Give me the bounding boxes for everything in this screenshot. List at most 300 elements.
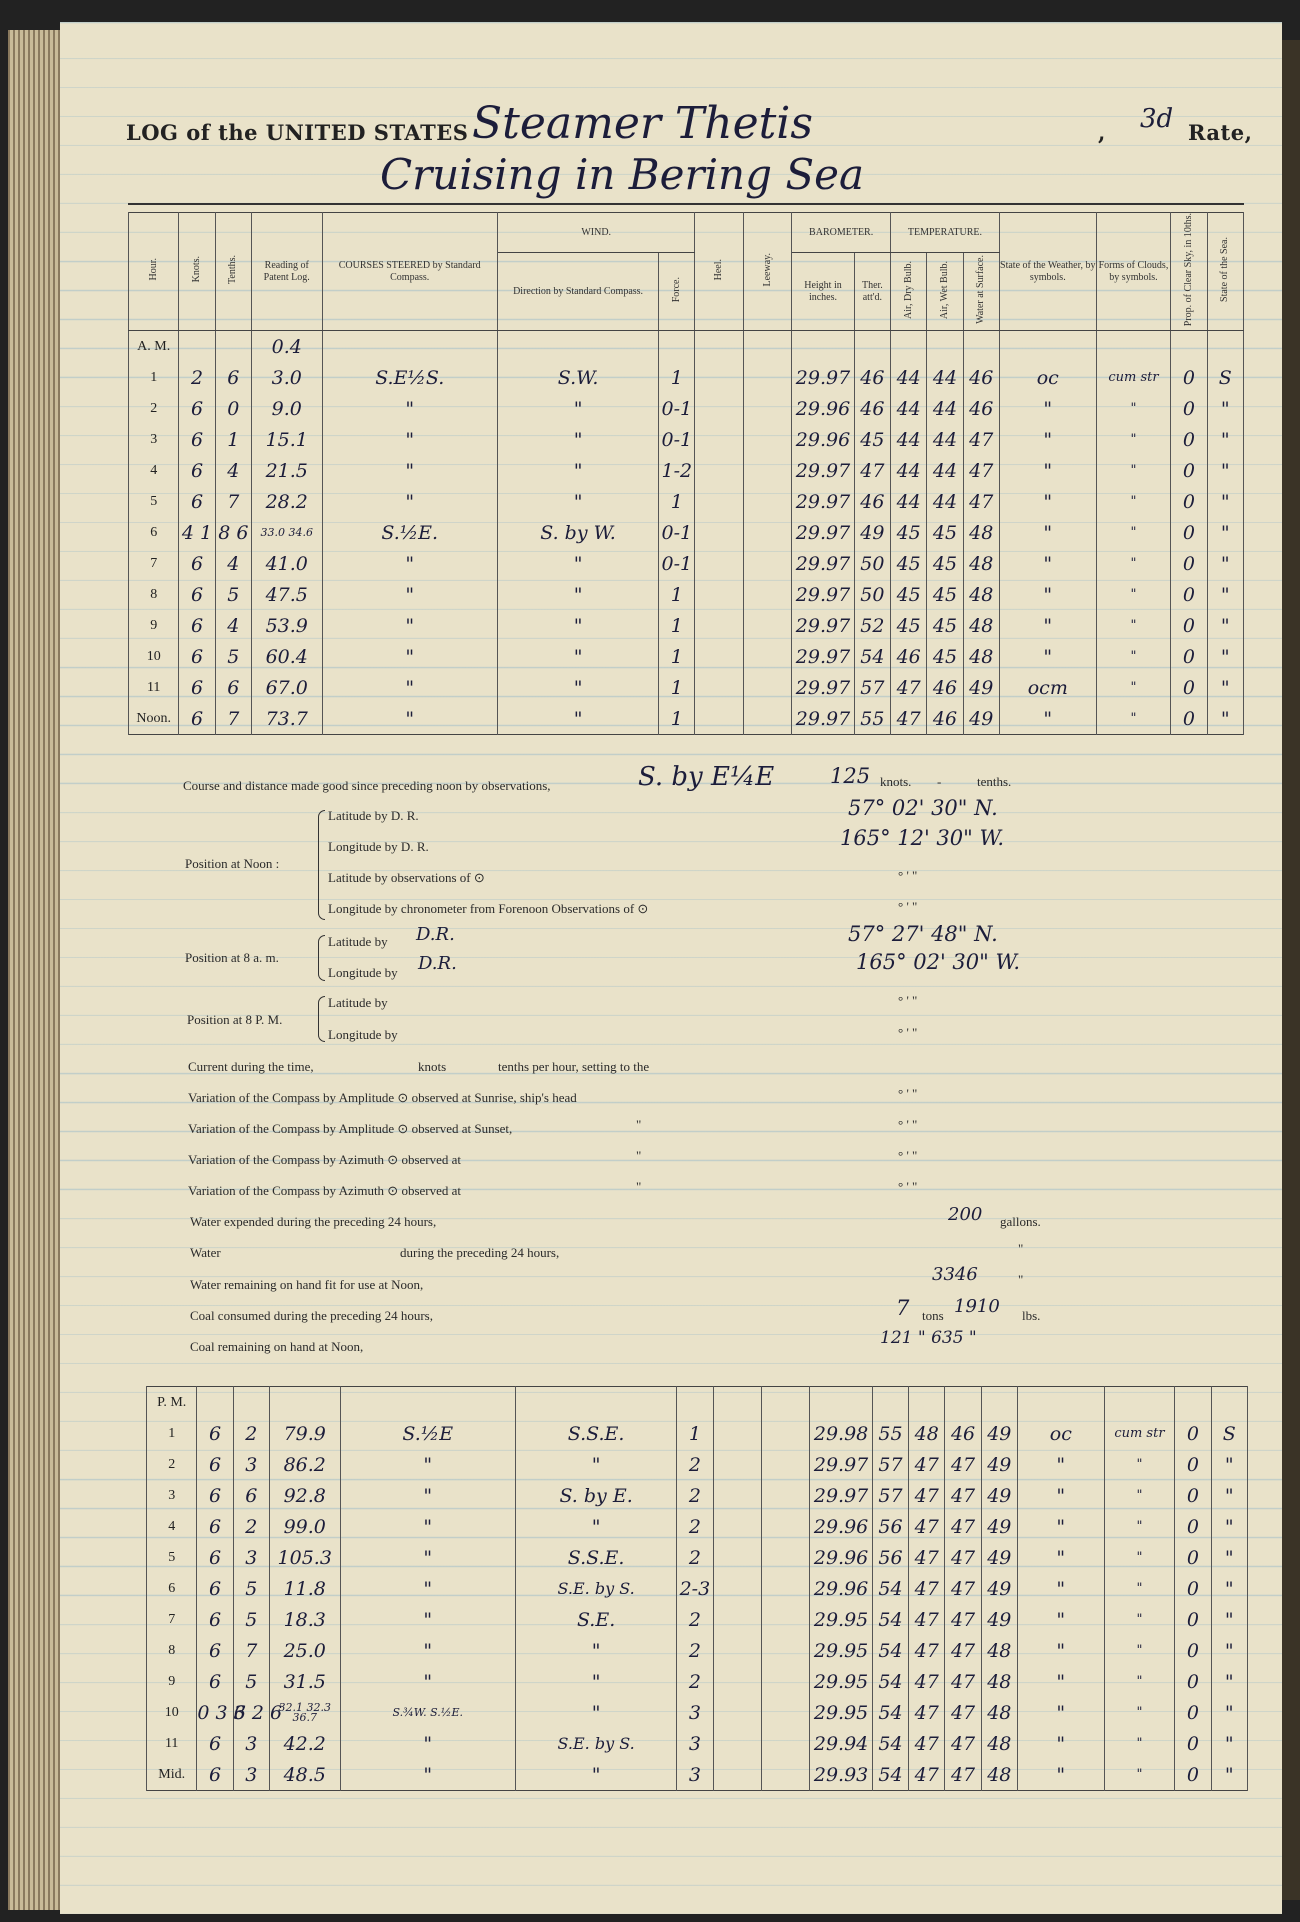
cell-water: 49 — [981, 1480, 1017, 1511]
cell-wind: " — [515, 1449, 676, 1480]
blank-cell — [713, 1635, 761, 1666]
am-row — [129, 548, 1244, 579]
cell-course: " — [340, 1759, 515, 1791]
cell-wind: " — [497, 486, 658, 517]
cell-tenths: 0 — [215, 393, 251, 424]
cell-hour: 10 — [129, 641, 179, 672]
cell-wet: 45 — [927, 517, 963, 548]
cell-clouds: cum str — [1096, 362, 1171, 393]
blank-cell — [695, 424, 743, 455]
cell-sea: " — [1211, 1511, 1248, 1542]
cell-log: 53.9 — [251, 610, 322, 641]
water-distilled-label: during the preceding 24 hours, — [400, 1245, 560, 1260]
cell-force: 3 — [677, 1728, 713, 1759]
cell-clouds — [1104, 1387, 1175, 1419]
cell-clear: 0 — [1171, 455, 1207, 486]
blank-cell — [713, 1418, 761, 1449]
blank-cell — [761, 1418, 809, 1449]
cell-weather: oc — [1017, 1418, 1104, 1449]
position-noon-label: Position at Noon : — [185, 856, 280, 871]
cell-clouds: " — [1096, 548, 1171, 579]
lon-dr-label: Longitude by D. R. — [328, 839, 429, 854]
cell-clouds: " — [1096, 424, 1171, 455]
cell-dry: 47 — [909, 1604, 945, 1635]
cell-water: 48 — [981, 1728, 1017, 1759]
cell-knots: 6 — [197, 1666, 233, 1697]
cell-clear: 0 — [1171, 610, 1207, 641]
cell-sea: " — [1207, 548, 1243, 579]
water-label: Water — [190, 1245, 221, 1260]
cell-course: " — [322, 424, 497, 455]
cell-dry: 47 — [909, 1449, 945, 1480]
cell-course: " — [340, 1449, 515, 1480]
col-height: Height in inches. — [792, 253, 855, 331]
cell-baro — [810, 1387, 873, 1419]
cell-water: 49 — [963, 703, 999, 735]
blank-cell — [695, 703, 743, 735]
pm-row — [147, 1604, 1248, 1635]
am-row — [129, 486, 1244, 517]
pm-row — [147, 1573, 1248, 1604]
cell-hour: 9 — [129, 610, 179, 641]
cell-clouds: " — [1096, 517, 1171, 548]
cell-course: " — [322, 486, 497, 517]
cell-weather: ocm — [999, 672, 1096, 703]
cell-baro: 29.97 — [810, 1449, 873, 1480]
cell-baro: 29.97 — [792, 641, 855, 672]
cell-wind: " — [497, 672, 658, 703]
cell-clouds: " — [1104, 1728, 1175, 1759]
am-row — [129, 672, 1244, 703]
blank-cell — [713, 1666, 761, 1697]
am-row — [129, 579, 1244, 610]
cell-knots: 6 — [197, 1759, 233, 1791]
pm-log-table — [146, 1386, 1248, 1791]
water-ditto: " — [1018, 1241, 1024, 1256]
cell-weather: " — [999, 610, 1096, 641]
water-expended-value: 200 — [948, 1204, 983, 1225]
cell-weather: " — [1017, 1759, 1104, 1791]
coal-consumed-label: Coal consumed during the preceding 24 hours, — [190, 1308, 433, 1323]
blank-cell — [713, 1759, 761, 1791]
cell-wind: " — [497, 455, 658, 486]
cell-ther: 45 — [854, 424, 890, 455]
lon-8pm-blank: ° ' " — [898, 1025, 918, 1040]
cell-clouds: " — [1096, 703, 1171, 735]
variation-sunset-ditto: " — [636, 1117, 642, 1132]
cell-baro: 29.97 — [792, 362, 855, 393]
cell-log: 3.0 — [251, 362, 322, 393]
cell-water: 47 — [963, 424, 999, 455]
cell-dry: 47 — [909, 1635, 945, 1666]
cell-weather: " — [1017, 1728, 1104, 1759]
col-leeway: Leeway. — [743, 213, 791, 331]
cell-wet: 47 — [945, 1728, 981, 1759]
cell-clouds — [1096, 331, 1171, 363]
cell-hour: P. M. — [147, 1387, 197, 1419]
blank-cell — [713, 1542, 761, 1573]
cell-dry: 47 — [909, 1759, 945, 1791]
cell-wind — [515, 1387, 676, 1419]
blank-cell — [761, 1666, 809, 1697]
blank-cell — [743, 548, 791, 579]
blank-cell — [743, 424, 791, 455]
cell-tenths: 3 — [233, 1449, 269, 1480]
cell-ther: 54 — [872, 1635, 908, 1666]
cell-tenths: 5 — [233, 1604, 269, 1635]
cell-clear: 0 — [1171, 424, 1207, 455]
coal-remaining-label: Coal remaining on hand at Noon, — [190, 1339, 364, 1354]
cell-sea — [1207, 331, 1243, 363]
am-log-table — [128, 212, 1244, 735]
cell-water: 49 — [981, 1604, 1017, 1635]
blank-cell — [761, 1511, 809, 1542]
cell-wind: S.S.E. — [515, 1418, 676, 1449]
cell-log: 15.1 — [251, 424, 322, 455]
gallons-label: gallons. — [1000, 1214, 1041, 1229]
cell-ther: 50 — [854, 579, 890, 610]
cell-clouds: " — [1096, 455, 1171, 486]
cell-log: 28.2 — [251, 486, 322, 517]
knots-label: knots. — [880, 774, 912, 789]
pm-row — [147, 1480, 1248, 1511]
cell-clear: 0 — [1171, 672, 1207, 703]
cell-weather: " — [1017, 1604, 1104, 1635]
cell-force: 1-2 — [659, 455, 695, 486]
blank-cell — [695, 641, 743, 672]
cell-dry: 45 — [891, 517, 927, 548]
cell-wind: " — [497, 579, 658, 610]
cell-wet: 47 — [945, 1511, 981, 1542]
cell-ther: 54 — [872, 1573, 908, 1604]
variation-sunset: Variation of the Compass by Amplitude ⊙ observed at Sunset, — [188, 1121, 513, 1136]
blank-cell — [743, 703, 791, 735]
cell-wind: " — [515, 1666, 676, 1697]
am-row — [129, 703, 1244, 735]
cell-dry: 45 — [891, 548, 927, 579]
cell-knots: 6 — [197, 1635, 233, 1666]
cell-dry: 47 — [909, 1697, 945, 1728]
blank-cell — [713, 1573, 761, 1604]
lat-8pm-label: Latitude by — [328, 995, 388, 1010]
am-rows — [129, 331, 1244, 735]
cell-wet: 44 — [927, 486, 963, 517]
cell-ther: 57 — [872, 1480, 908, 1511]
cell-water: 48 — [981, 1666, 1017, 1697]
blank-cell — [713, 1387, 761, 1419]
cell-course: " — [322, 610, 497, 641]
water-remaining-ditto: " — [1018, 1272, 1024, 1287]
cell-sea: S — [1207, 362, 1243, 393]
position-8pm-label: Position at 8 P. M. — [187, 1012, 283, 1027]
cell-clear: 0 — [1171, 393, 1207, 424]
cell-ther: 54 — [872, 1728, 908, 1759]
blank-cell — [743, 610, 791, 641]
blank-cell — [695, 548, 743, 579]
cell-weather: " — [1017, 1542, 1104, 1573]
cell-force: 1 — [659, 672, 695, 703]
water-remaining-label: Water remaining on hand fit for use at Noon, — [190, 1277, 424, 1292]
cell-clear: 0 — [1171, 641, 1207, 672]
cell-wet: 45 — [927, 548, 963, 579]
cell-clear: 0 — [1175, 1480, 1211, 1511]
cell-course: " — [322, 703, 497, 735]
cell-wet: 47 — [945, 1573, 981, 1604]
cell-course: " — [322, 672, 497, 703]
cell-course: " — [340, 1511, 515, 1542]
cell-course: " — [322, 393, 497, 424]
cell-log: 21.5 — [251, 455, 322, 486]
cell-log: 67.0 — [251, 672, 322, 703]
cell-sea: " — [1207, 641, 1243, 672]
variation-sunset-blank: ° ' " — [898, 1117, 918, 1132]
cell-tenths: 5 — [233, 1666, 269, 1697]
pm-row — [147, 1542, 1248, 1573]
cell-tenths: 6 — [215, 362, 251, 393]
cell-baro: 29.97 — [810, 1480, 873, 1511]
cell-wind: " — [515, 1635, 676, 1666]
blank-cell — [713, 1697, 761, 1728]
cell-sea: " — [1207, 486, 1243, 517]
cell-ther: 54 — [872, 1697, 908, 1728]
cell-weather — [1017, 1387, 1104, 1419]
cell-clear: 0 — [1171, 362, 1207, 393]
lat-8am-value: 57° 27' 48" N. — [848, 922, 998, 946]
cruising-note: Cruising in Bering Sea — [380, 150, 864, 199]
blank-cell — [743, 641, 791, 672]
pm-rows — [147, 1387, 1248, 1791]
cell-knots: 6 — [179, 579, 215, 610]
cell-hour: 6 — [129, 517, 179, 548]
cell-course: " — [340, 1604, 515, 1635]
cell-baro: 29.97 — [792, 517, 855, 548]
cell-weather: " — [1017, 1449, 1104, 1480]
cell-dry: 47 — [891, 672, 927, 703]
cell-baro: 29.97 — [792, 610, 855, 641]
cell-baro: 29.98 — [810, 1418, 873, 1449]
cell-dry: 44 — [891, 486, 927, 517]
cell-log: 47.5 — [251, 579, 322, 610]
cell-hour: 7 — [147, 1604, 197, 1635]
variation-azimuth-2-blank: ° ' " — [898, 1179, 918, 1194]
cell-wet: 44 — [927, 455, 963, 486]
cell-water: 49 — [981, 1542, 1017, 1573]
cell-weather: " — [999, 455, 1096, 486]
lon-8am-method: D.R. — [418, 953, 457, 974]
cell-ther — [854, 331, 890, 363]
lat-dr-value: 57° 02' 30" N. — [848, 796, 998, 820]
cell-tenths: 7 — [233, 1635, 269, 1666]
cell-force: 1 — [659, 486, 695, 517]
cell-ther: 46 — [854, 393, 890, 424]
variation-azimuth-1-blank: ° ' " — [898, 1148, 918, 1163]
cell-force: 2 — [677, 1542, 713, 1573]
cell-dry: 48 — [909, 1418, 945, 1449]
cell-dry: 45 — [891, 610, 927, 641]
cell-clear: 0 — [1171, 703, 1207, 735]
lat-8pm-blank: ° ' " — [898, 993, 918, 1008]
cell-sea: " — [1207, 672, 1243, 703]
course-made-good-label: Course and distance made good since preceding noon by observations, — [183, 778, 551, 793]
pm-row — [147, 1511, 1248, 1542]
lon-chron-label: Longitude by chronometer from Forenoon Observations of ⊙ — [328, 901, 649, 916]
cell-force: 1 — [659, 641, 695, 672]
pm-row — [147, 1449, 1248, 1480]
cell-hour: 11 — [129, 672, 179, 703]
cell-force: 1 — [659, 579, 695, 610]
cell-knots: 6 — [179, 486, 215, 517]
blank-cell — [743, 393, 791, 424]
cell-tenths: 8 6 — [215, 517, 251, 548]
cell-sea: " — [1211, 1449, 1248, 1480]
next-page-edge — [1282, 40, 1300, 1900]
cell-hour: 4 — [129, 455, 179, 486]
cell-sea: " — [1211, 1542, 1248, 1573]
cell-tenths: 6 2 6 — [233, 1697, 269, 1728]
cell-hour: 8 — [129, 579, 179, 610]
cell-knots: 6 — [197, 1573, 233, 1604]
cell-clouds: " — [1104, 1573, 1175, 1604]
cell-log: 11.8 — [269, 1573, 340, 1604]
cell-knots: 6 — [197, 1728, 233, 1759]
cell-force: 2 — [677, 1449, 713, 1480]
col-clouds: Forms of Clouds, by symbols. — [1096, 213, 1171, 331]
cell-hour: 10 — [147, 1697, 197, 1728]
cell-hour: 4 — [147, 1511, 197, 1542]
cell-ther: 54 — [854, 641, 890, 672]
cell-tenths: 5 — [215, 579, 251, 610]
cell-ther: 57 — [854, 672, 890, 703]
cell-clouds: " — [1104, 1480, 1175, 1511]
cell-wet: 45 — [927, 610, 963, 641]
cell-weather: " — [1017, 1635, 1104, 1666]
cell-hour: 8 — [147, 1635, 197, 1666]
cell-hour: 2 — [129, 393, 179, 424]
brace-8pm — [318, 996, 325, 1042]
cell-course: S.E½S. — [322, 362, 497, 393]
cell-wind: " — [497, 548, 658, 579]
cell-sea: " — [1207, 424, 1243, 455]
distance-value: 125 — [830, 764, 871, 788]
cell-clear: 0 — [1175, 1418, 1211, 1449]
cell-clouds: " — [1104, 1697, 1175, 1728]
blank-cell — [743, 486, 791, 517]
cell-sea: " — [1211, 1728, 1248, 1759]
cell-baro: 29.96 — [810, 1573, 873, 1604]
cell-tenths: 3 — [233, 1759, 269, 1791]
col-hour: Hour. — [129, 213, 179, 331]
cell-course: S.½E — [340, 1418, 515, 1449]
cell-baro: 29.97 — [792, 703, 855, 735]
cell-water: 46 — [963, 393, 999, 424]
col-clear: Prop. of Clear Sky, in 10ths. — [1171, 213, 1207, 331]
cell-log: 33.0 34.6 — [251, 517, 322, 548]
cell-tenths — [233, 1387, 269, 1419]
cell-ther: 52 — [854, 610, 890, 641]
variation-azimuth-2: Variation of the Compass by Azimuth ⊙ observed at — [188, 1183, 462, 1198]
cell-clear: 0 — [1175, 1759, 1211, 1791]
cell-log: 41.0 — [251, 548, 322, 579]
cell-tenths: 4 — [215, 610, 251, 641]
cell-knots: 6 — [179, 455, 215, 486]
cell-water: 48 — [963, 548, 999, 579]
variation-azimuth-2-ditto: " — [636, 1179, 642, 1194]
blank-cell — [713, 1511, 761, 1542]
cell-clouds: " — [1096, 393, 1171, 424]
cell-knots: 6 — [179, 641, 215, 672]
cell-sea: " — [1211, 1480, 1248, 1511]
cell-clear — [1175, 1387, 1211, 1419]
cell-force: 0-1 — [659, 517, 695, 548]
cell-log: 92.8 — [269, 1480, 340, 1511]
pm-row — [147, 1387, 1248, 1419]
cell-course: " — [340, 1480, 515, 1511]
blank-cell — [695, 455, 743, 486]
cell-force: 1 — [659, 610, 695, 641]
cell-dry: 47 — [909, 1511, 945, 1542]
am-row — [129, 610, 1244, 641]
am-row — [129, 393, 1244, 424]
cell-course — [340, 1387, 515, 1419]
cell-water: 48 — [981, 1635, 1017, 1666]
cell-clear: 0 — [1171, 548, 1207, 579]
rate-number: 3d — [1140, 104, 1174, 134]
cell-clouds: " — [1096, 486, 1171, 517]
cell-weather: oc — [999, 362, 1096, 393]
cell-weather: " — [999, 424, 1096, 455]
blank-cell — [761, 1635, 809, 1666]
col-wind-direction: Direction by Standard Compass. — [497, 253, 658, 331]
cell-clouds: " — [1096, 610, 1171, 641]
cell-sea: " — [1211, 1666, 1248, 1697]
cell-baro: 29.97 — [792, 548, 855, 579]
lon-8am-value: 165° 02' 30" W. — [856, 950, 1021, 974]
variation-sunrise: Variation of the Compass by Amplitude ⊙ observed at Sunrise, ship's head — [188, 1090, 577, 1105]
cell-force: 0-1 — [659, 393, 695, 424]
coal-remaining-value: 121 " 635 " — [880, 1328, 977, 1348]
cell-baro: 29.95 — [810, 1666, 873, 1697]
cell-knots: 6 — [179, 703, 215, 735]
cell-tenths: 6 — [233, 1480, 269, 1511]
cell-ther: 57 — [872, 1449, 908, 1480]
blank-cell — [743, 672, 791, 703]
cell-clear: 0 — [1175, 1573, 1211, 1604]
cell-wind: " — [515, 1511, 676, 1542]
cell-force: 2 — [677, 1604, 713, 1635]
blank-cell — [695, 393, 743, 424]
cell-wet: 45 — [927, 579, 963, 610]
am-row — [129, 362, 1244, 393]
cell-tenths: 7 — [215, 486, 251, 517]
cell-sea: " — [1207, 579, 1243, 610]
cell-hour: 9 — [147, 1666, 197, 1697]
cell-weather: " — [999, 548, 1096, 579]
cell-tenths: 2 — [233, 1418, 269, 1449]
cell-log: 18.3 — [269, 1604, 340, 1635]
cell-tenths: 3 — [233, 1542, 269, 1573]
blank-cell — [713, 1449, 761, 1480]
blank-cell — [713, 1728, 761, 1759]
blank-cell — [761, 1480, 809, 1511]
cell-clear: 0 — [1175, 1449, 1211, 1480]
cell-knots — [179, 331, 215, 363]
cell-clear: 0 — [1175, 1511, 1211, 1542]
cell-clouds: cum str — [1104, 1418, 1175, 1449]
cell-ther: 54 — [872, 1604, 908, 1635]
blank-cell — [695, 517, 743, 548]
cell-sea: " — [1207, 610, 1243, 641]
cell-hour: 3 — [147, 1480, 197, 1511]
